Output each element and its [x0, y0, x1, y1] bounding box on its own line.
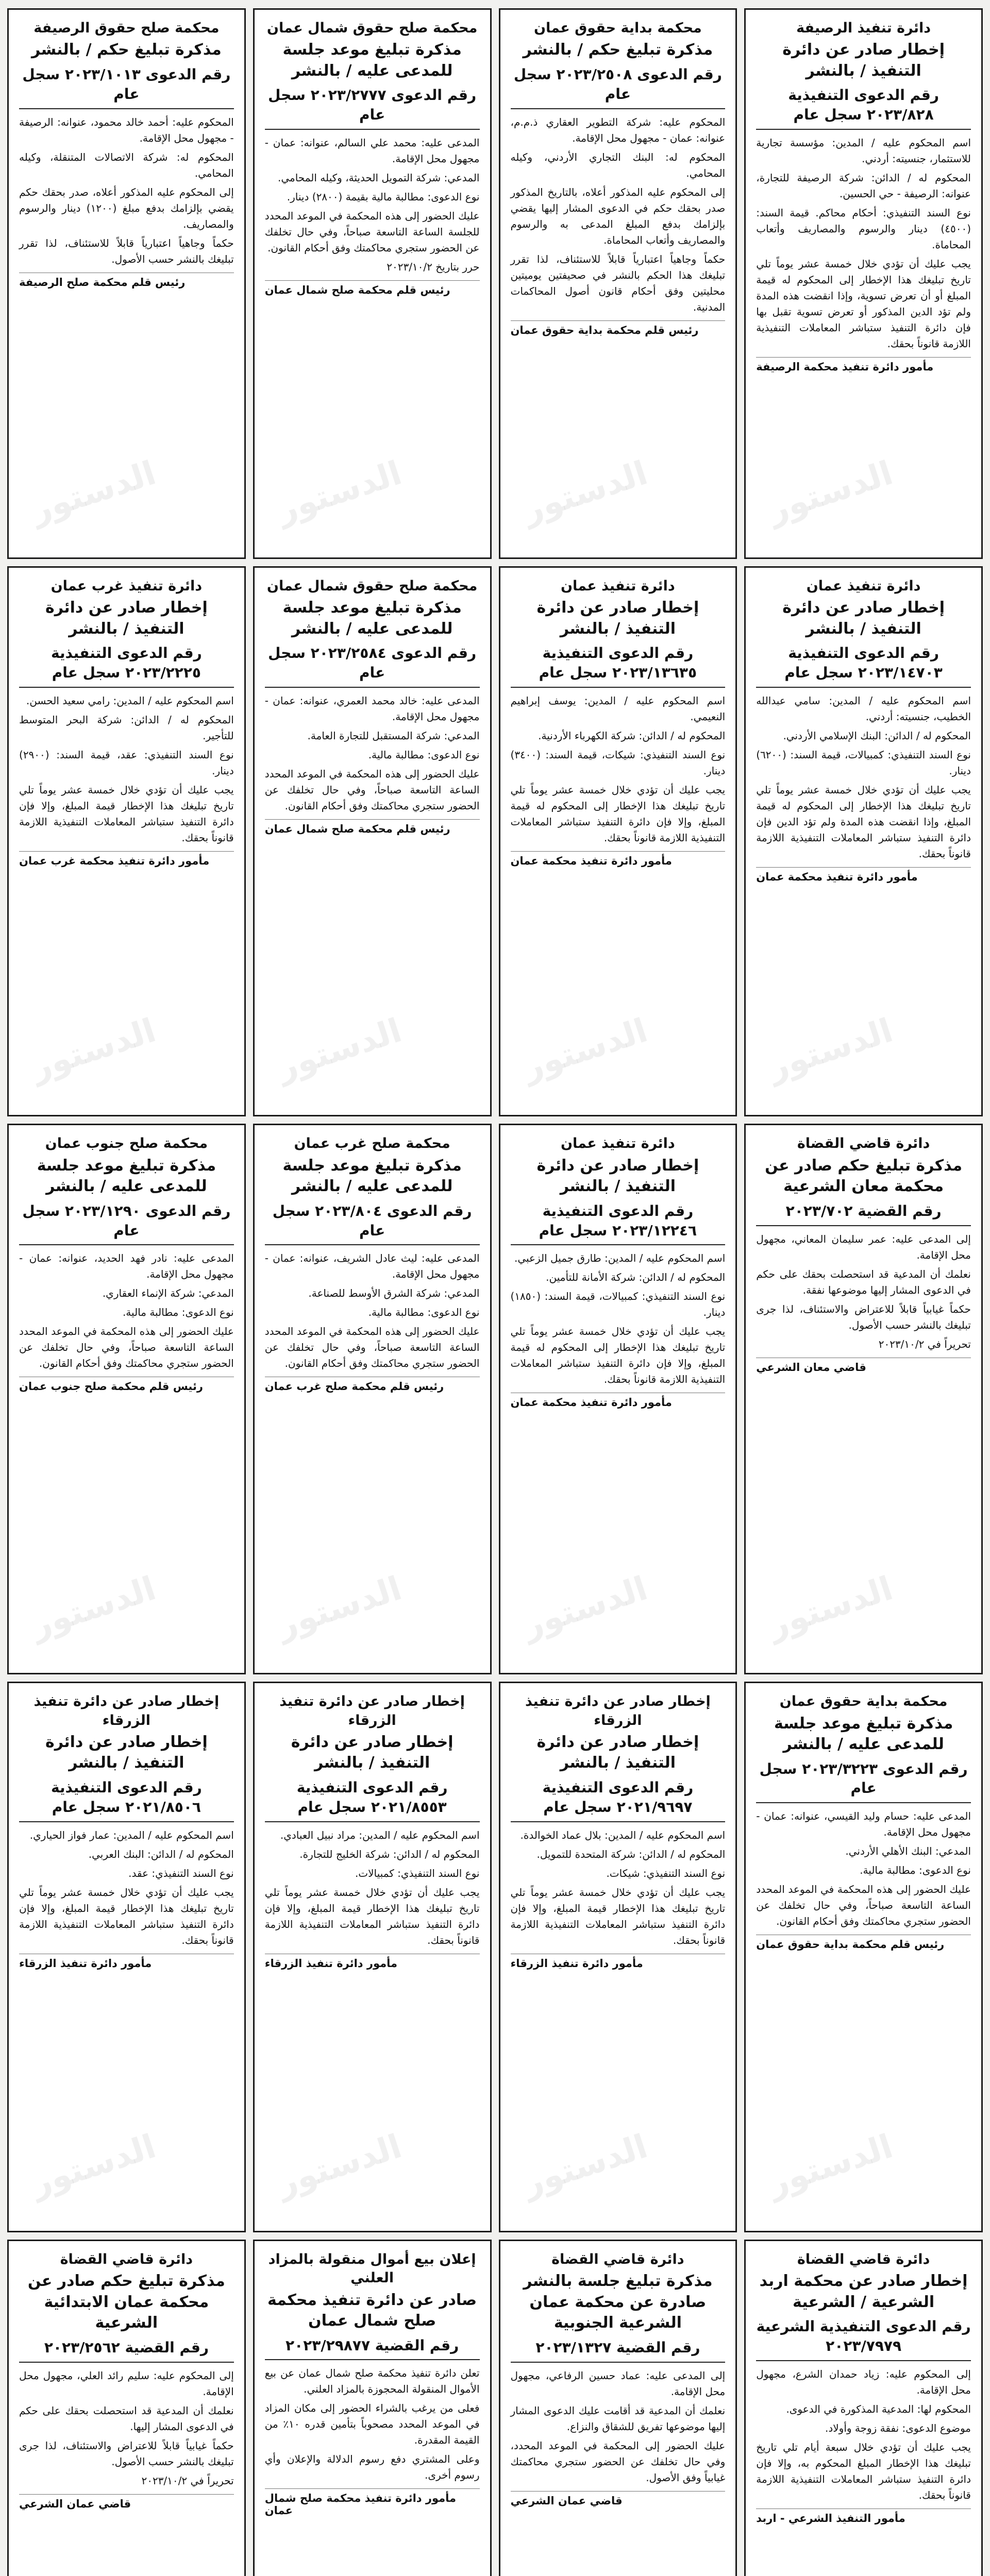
notice-paragraph: نعلمك أن المدعية قد أقامت عليك الدعوى المشار إليها موضوعها تفريق للشقاق والنزاع.: [510, 2404, 726, 2433]
legal-notice: [7, 1124, 246, 1674]
watermark: الدستور: [763, 454, 898, 530]
notice-court-name: دائرة قاضي القضاة: [60, 2251, 193, 2267]
notice-paragraph: عليك الحضور إلى المحكمة في الموعد المحدد، وفي حال تخلفك عن الحضور ستجري محاكمتك غيابياً وفق الأصول.: [510, 2439, 726, 2484]
notice-paragraph: حكماً غيابياً قابلاً للاعتراض والاستئناف، لذا جرى تبليغك بالنشر حسب الأصول.: [19, 2439, 234, 2468]
legal-notice: [253, 1682, 492, 2232]
notice-body: [19, 114, 234, 267]
watermark: الدستور: [272, 1569, 407, 1646]
watermark: الدستور: [763, 1011, 898, 1088]
notice-court-name: إخطار صادر عن دائرة تنفيذ الزرقاء: [525, 1693, 711, 1728]
notice-court-name: إخطار صادر عن دائرة تنفيذ الزرقاء: [33, 1693, 220, 1728]
legal-notice: [744, 1124, 983, 1674]
notice-signature: رئيس قلم محكمة صلح الرصيفة: [19, 273, 234, 289]
notice-body: [19, 1827, 234, 1948]
notice-paragraph: نوع الدعوى: مطالبة مالية.: [368, 1306, 480, 1319]
notice-signature: مأمور التنفيذ الشرعي - اربد: [756, 2509, 971, 2524]
watermark: الدستور: [272, 2127, 407, 2204]
notice-paragraph: اسم المحكوم عليه / المدين: طارق جميل الزعبي.: [514, 1252, 726, 1265]
notice-paragraph: يجب عليك أن تؤدي خلال خمسة عشر يوماً تلي تاريخ تبليغك هذا الإخطار إلى المحكوم له قيمة المبلغ، وإلا فإن دائرة التنفيذ ستباشر المعاملات التنفيذية اللازمة قانوناً بحقك.: [510, 783, 726, 844]
notice-paragraph: يجب عليك أن تؤدي خلال خمسة عشر يوماً تلي تاريخ تبليغك هذا الإخطار قيمة المبلغ، وإلا فإن دائرة التنفيذ ستباشر المعاملات التنفيذية اللازمة قانوناً بحقك.: [19, 783, 234, 844]
watermark: الدستور: [763, 1569, 898, 1646]
notice-body: [265, 1827, 480, 1948]
notice-paragraph: المدعى عليه: ليث عادل الشريف، عنوانه: عمان - مجهول محل الإقامة.: [264, 1252, 480, 1281]
watermark: الدستور: [26, 2127, 161, 2204]
notice-paragraph: يجب عليك أن تؤدي خلال سبعة أيام تلي تاريخ تبليغك هذا الإخطار المبلغ المحكوم به، وإلا فإن دائرة التنفيذ ستباشر المعاملات التنفيذية اللازمة قانوناً بحقك.: [756, 2441, 971, 2501]
notice-paragraph: حرر بتاريخ ٢٠٢٣/١٠/٢: [387, 261, 480, 274]
notice-paragraph: يجب عليك أن تؤدي خلال خمسة عشر يوماً تلي تاريخ تبليغك هذا الإخطار قيمة المبلغ، وإلا فإن دائرة التنفيذ ستباشر المعاملات التنفيذية اللازمة قانوناً بحقك.: [510, 1886, 726, 1946]
notice-court-name: إعلان بيع أموال منقولة بالمزاد العلني: [268, 2251, 476, 2286]
notice-court-name: دائرة تنفيذ عمان: [806, 578, 921, 594]
notice-paragraph: اسم المحكوم عليه / المدين: رامي سعيد الحسن.: [26, 694, 234, 707]
notice-title: مذكرة تبليغ موعد جلسة للمدعى عليه / بالنشر: [774, 1714, 953, 1754]
notice-signature: مأمور دائرة تنفيذ الزرقاء: [265, 1954, 480, 1970]
legal-notice: [253, 2240, 492, 2576]
notice-paragraph: نوع السند التنفيذي: أحكام محاكم. قيمة السند: (٤٥٠٠) دينار والرسوم والمصاريف وأتعاب المحاماة.: [756, 207, 971, 251]
notice-body: [756, 693, 971, 862]
watermark: الدستور: [26, 1011, 161, 1088]
notice-paragraph: نوع السند التنفيذي: شيكات، قيمة السند: (٣٤٠٠) دينار.: [510, 748, 726, 777]
legal-notice: [7, 1682, 246, 2232]
notice-court-name: محكمة صلح جنوب عمان: [45, 1136, 208, 1152]
notice-paragraph: نوع السند التنفيذي: شيكات.: [606, 1867, 726, 1879]
watermark: الدستور: [26, 1569, 161, 1646]
legal-notice: [253, 1124, 492, 1674]
legal-notice: [499, 8, 737, 559]
case-number: رقم الدعوى التنفيذية ٢٠٢١/٩٦٩٧ سجل عام: [511, 1778, 726, 1822]
notice-signature: قاضي عمان الشرعي: [19, 2494, 234, 2510]
notice-paragraph: حكماً وجاهياً اعتبارياً قابلاً للاستئناف، لذا تقرر تبليغك هذا الحكم بالنشر في صحيفتين يوميتين محليتين وفق أحكام قانون أصول المحاكمات المدنية.: [510, 252, 726, 313]
notice-title: إخطار صادر عن دائرة التنفيذ / بالنشر: [45, 1733, 208, 1772]
notice-paragraph: اسم المحكوم عليه / المدين: مؤسسة تجارية للاستثمار، جنسيته: أردني.: [756, 137, 971, 165]
notice-paragraph: المدعي: شركة المستقبل للتجارة العامة.: [307, 729, 480, 742]
watermark: الدستور: [26, 454, 161, 530]
notice-paragraph: المدعي: البنك الأهلي الأردني.: [845, 1845, 971, 1858]
notice-paragraph: نوع السند التنفيذي: كمبيالات، قيمة السند: (١٨٥٠) دينار.: [510, 1290, 726, 1319]
notice-title: إخطار صادر عن دائرة التنفيذ / بالنشر: [45, 599, 208, 638]
notice-paragraph: إلى المحكوم عليه المذكور أعلاه، بالتاريخ المذكور صدر بحقك حكم في الدعوى المشار إليها يقضي بإلزامك بدفع المبلغ المدعى به والرسوم والمصاريف وأتعاب المحاماة.: [510, 185, 726, 246]
notice-paragraph: إلى المحكوم عليه المذكور أعلاه، صدر بحقك حكم يقضي بإلزامك بدفع مبلغ (١٢٠٠) دينار والرسوم والمصاريف.: [19, 185, 234, 230]
notice-body: [19, 1250, 234, 1371]
notice-paragraph: وعلى المشتري دفع رسوم الدلالة والإعلان وأي رسوم أخرى.: [264, 2453, 480, 2482]
notice-paragraph: المحكوم له / الدائن: شركة الأمانة للتأمين.: [546, 1271, 726, 1284]
notice-paragraph: إلى المحكوم عليه: سليم رائد العلي، مجهول محل الإقامة.: [19, 2369, 234, 2398]
notice-paragraph: تعلن دائرة تنفيذ محكمة صلح شمال عمان عن بيع الأموال المنقولة المحجوزة بالمزاد العلني.: [264, 2367, 480, 2396]
notice-signature: قاضي معان الشرعي: [756, 1358, 971, 1374]
notice-signature: مأمور دائرة تنفيذ محكمة غرب عمان: [19, 851, 234, 867]
notice-paragraph: اسم المحكوم عليه / المدين: بلال عماد الخوالدة.: [520, 1828, 726, 1841]
notice-paragraph: المدعى عليه: حسام وليد القيسي، عنوانه: عمان - مجهول محل الإقامة.: [756, 1810, 971, 1839]
notice-paragraph: المدعي: شركة التمويل الحديثة، وكيله المحامي.: [277, 172, 480, 184]
notice-title: مذكرة تبليغ موعد جلسة للمدعى عليه / بالنشر: [282, 1156, 462, 1196]
notice-paragraph: نوع السند التنفيذي: كمبيالات، قيمة السند: (٦٢٠٠) دينار.: [756, 748, 971, 777]
notice-body: [19, 2368, 234, 2489]
notice-court-name: دائرة تنفيذ الرصيفة: [796, 20, 931, 36]
notice-paragraph: نوع السند التنفيذي: كمبيالات.: [355, 1867, 480, 1879]
notice-paragraph: حكماً وجاهياً اعتبارياً قابلاً للاستئناف، لذا تقرر تبليغك بالنشر حسب الأصول.: [19, 236, 234, 265]
notice-title: مذكرة تبليغ حكم / بالنشر: [31, 41, 222, 59]
notice-paragraph: اسم المحكوم عليه / المدين: سامي عبدالله الخطيب، جنسيته: أردني.: [756, 694, 971, 723]
notice-paragraph: نوع السند التنفيذي: عقد.: [128, 1867, 234, 1879]
legal-notice: [744, 8, 983, 559]
notice-paragraph: المحكوم له: شركة الاتصالات المتنقلة، وكيله المحامي.: [19, 150, 234, 179]
notice-court-name: محكمة صلح حقوق الرصيفة: [33, 20, 220, 36]
notice-signature: رئيس قلم محكمة صلح غرب عمان: [265, 1377, 480, 1393]
case-number: رقم الدعوى ٢٠٢٣/٣٢٢٣ سجل عام: [756, 1759, 971, 1804]
notice-body: [756, 1808, 971, 1929]
notice-paragraph: نعلمك أن المدعية قد استحصلت بحقك على حكم في الدعوى المشار إليها موضوعها نفقة.: [756, 1267, 971, 1296]
legal-notice: [7, 8, 246, 559]
notice-paragraph: يجب عليك أن تؤدي خلال خمسة عشر يوماً تلي تاريخ تبليغك هذا الإخطار قيمة المبلغ، وإلا فإن دائرة التنفيذ ستباشر المعاملات التنفيذية اللازمة قانوناً بحقك.: [264, 1886, 480, 1946]
case-number: رقم القضية ٢٠٢٣/٢٩٨٧٧: [265, 2336, 480, 2361]
notice-paragraph: المحكوم له / الدائن: شركة الرصيفة للتجارة، عنوانه: الرصيفة - حي الحسين.: [756, 172, 971, 200]
notice-paragraph: المحكوم له / الدائن: شركة المتحدة للتمويل.: [536, 1848, 726, 1860]
case-number: رقم الدعوى ٢٠٢٣/١٠١٣ سجل عام: [19, 65, 234, 109]
notice-paragraph: نعلمك أن المدعية قد استحصلت بحقك على حكم في الدعوى المشار إليها.: [19, 2404, 234, 2433]
notice-paragraph: عليك الحضور إلى هذه المحكمة في الموعد المحدد الساعة التاسعة صباحاً، وفي حال تخلفك عن الحضور ستجري محاكمتك وفق أحكام القانون.: [756, 1883, 971, 1928]
notice-paragraph: نوع الدعوى: مطالبة مالية بقيمة (٢٨٠٠) دينار.: [287, 191, 480, 204]
notice-paragraph: موضوع الدعوى: نفقة زوجة وأولاد.: [825, 2421, 971, 2434]
notice-body: [265, 693, 480, 814]
case-number: رقم الدعوى التنفيذية ٢٠٢٣/١٤٧٠٣ سجل عام: [756, 643, 971, 688]
watermark: الدستور: [763, 2127, 898, 2204]
notice-title: إخطار صادر عن محكمة اربد الشرعية / الشرعية: [759, 2272, 968, 2311]
watermark: الدستور: [518, 1011, 652, 1088]
notice-body: [265, 2365, 480, 2483]
notice-title: مذكرة تبليغ حكم / بالنشر: [523, 41, 713, 59]
notice-signature: رئيس قلم محكمة صلح شمال عمان: [265, 819, 480, 835]
legal-notice: [499, 566, 737, 1117]
legal-notice: [499, 2240, 737, 2576]
notice-paragraph: عليك الحضور إلى هذه المحكمة في الموعد المحدد للجلسة الساعة التاسعة صباحاً، وفي حال تخلفك عن الحضور ستجري محاكمتك وفق أحكام القانون.: [264, 210, 480, 255]
notice-paragraph: المدعى عليه: خالد محمد العمري، عنوانه: عمان - مجهول محل الإقامة.: [264, 694, 480, 723]
notice-paragraph: المدعى عليه: نادر فهد الحديد، عنوانه: عمان - مجهول محل الإقامة.: [19, 1252, 234, 1281]
notice-body: [511, 2368, 726, 2486]
notice-paragraph: عليك الحضور إلى هذه المحكمة في الموعد المحدد الساعة التاسعة صباحاً، وفي حال تخلفك عن الحضور ستجري محاكمتك وفق أحكام القانون.: [264, 767, 480, 812]
notice-title: إخطار صادر عن دائرة التنفيذ / بالنشر: [782, 41, 945, 80]
case-number: رقم الدعوى التنفيذية ٢٠٢٣/١٢٢٤٦ سجل عام: [511, 1201, 726, 1246]
notice-paragraph: المحكوم عليه: شركة التطوير العقاري ذ.م.م، عنوانه: عمان - مجهول محل الإقامة.: [510, 115, 726, 144]
notice-signature: رئيس قلم محكمة صلح جنوب عمان: [19, 1377, 234, 1393]
notice-paragraph: عليك الحضور إلى هذه المحكمة في الموعد المحدد الساعة التاسعة صباحاً، وفي حال تخلفك عن الحضور ستجري محاكمتك وفق أحكام القانون.: [19, 1325, 234, 1370]
legal-notice: [7, 566, 246, 1117]
watermark: الدستور: [518, 454, 652, 530]
case-number: رقم القضية ٢٠٢٣/٧٠٢: [756, 1201, 971, 1226]
notice-signature: مأمور دائرة تنفيذ الزرقاء: [511, 1954, 726, 1970]
notice-court-name: محكمة صلح حقوق شمال عمان: [266, 20, 478, 36]
notice-signature: مأمور دائرة تنفيذ محكمة عمان: [511, 1393, 726, 1409]
legal-notice: [744, 2240, 983, 2576]
notices-grid: [7, 8, 983, 2576]
notice-signature: رئيس قلم محكمة صلح شمال عمان: [265, 280, 480, 296]
notice-paragraph: تحريراً في ٢٠٢٣/١٠/٢: [878, 1337, 971, 1350]
case-number: رقم الدعوى ٢٠٢٣/٢٥٠٨ سجل عام: [511, 65, 726, 109]
legal-notice: [499, 1124, 737, 1674]
notice-body: [265, 135, 480, 275]
notice-paragraph: المدعي: شركة الشرق الأوسط للصناعة.: [308, 1287, 480, 1300]
notice-paragraph: المحكوم له / الدائن: البنك الإسلامي الأردني.: [783, 729, 971, 742]
notice-paragraph: المحكوم له / الدائن: شركة البحر المتوسط للتأجير.: [19, 713, 234, 742]
notice-paragraph: نوع الدعوى: مطالبة مالية.: [860, 1864, 971, 1877]
notice-court-name: دائرة تنفيذ عمان: [561, 578, 675, 594]
case-number: رقم الدعوى ٢٠٢٣/٢٧٧٧ سجل عام: [265, 86, 480, 130]
notice-title: إخطار صادر عن دائرة التنفيذ / بالنشر: [536, 1156, 699, 1196]
notice-paragraph: تحريراً في ٢٠٢٣/١٠/٢: [141, 2474, 234, 2487]
notice-paragraph: المدعى عليه: محمد علي السالم، عنوانه: عمان - مجهول محل الإقامة.: [264, 137, 480, 165]
notice-signature: رئيس قلم محكمة بداية حقوق عمان: [756, 1935, 971, 1951]
notice-body: [511, 1827, 726, 1948]
notice-court-name: محكمة صلح غرب عمان: [294, 1136, 450, 1152]
case-number: رقم القضية ٢٠٢٣/٢٥٦٢: [19, 2338, 234, 2363]
notice-title: مذكرة تبليغ موعد جلسة للمدعى عليه / بالنشر: [282, 599, 462, 638]
notice-paragraph: المحكوم له / الدائن: البنك العربي.: [88, 1848, 234, 1860]
notice-body: [265, 1250, 480, 1371]
notice-title: إخطار صادر عن دائرة التنفيذ / بالنشر: [536, 1733, 699, 1772]
notice-title: إخطار صادر عن دائرة التنفيذ / بالنشر: [536, 599, 699, 638]
notice-signature: مأمور دائرة تنفيذ الزرقاء: [19, 1954, 234, 1970]
notice-paragraph: اسم المحكوم عليه / المدين: عمار فواز الحياري.: [29, 1828, 234, 1841]
notice-body: [511, 693, 726, 846]
notice-paragraph: نوع السند التنفيذي: عقد، قيمة السند: (٢٩٠٠) دينار.: [19, 748, 234, 777]
notice-signature: مأمور دائرة تنفيذ محكمة الرصيفة: [756, 357, 971, 373]
case-number: رقم الدعوى التنفيذية الشرعية ٢٠٢٣/٧٩٧٩: [756, 2317, 971, 2361]
notice-title: مذكرة تبليغ حكم صادر عن محكمة معان الشرعية: [765, 1156, 963, 1196]
notice-paragraph: يجب عليك أن تؤدي خلال خمسة عشر يوماً تلي تاريخ تبليغك هذا الإخطار قيمة المبلغ، وإلا فإن دائرة التنفيذ ستباشر المعاملات التنفيذية اللازمة قانوناً بحقك.: [19, 1886, 234, 1946]
notice-paragraph: إلى المحكوم عليه: زياد حمدان الشرع، مجهول محل الإقامة.: [756, 2367, 971, 2396]
notice-court-name: إخطار صادر عن دائرة تنفيذ الزرقاء: [279, 1693, 465, 1728]
watermark: الدستور: [272, 454, 407, 530]
notice-title: مذكرة تبليغ حكم صادر عن محكمة عمان الابتدائية الشرعية: [27, 2272, 225, 2332]
case-number: رقم الدعوى ٢٠٢٣/٢٥٨٤ سجل عام: [265, 643, 480, 688]
notice-paragraph: المحكوم له: البنك التجاري الأردني، وكيله المحامي.: [510, 150, 726, 179]
legal-notice: [744, 566, 983, 1117]
case-number: رقم الدعوى التنفيذية ٢٠٢٣/٨٢٨ سجل عام: [756, 86, 971, 130]
case-number: رقم الدعوى التنفيذية ٢٠٢١/٨٥٠٦ سجل عام: [19, 1778, 234, 1822]
notice-signature: مأمور دائرة تنفيذ محكمة عمان: [756, 867, 971, 883]
notice-paragraph: إلى المدعى عليه: عماد حسين الرفاعي، مجهول محل الإقامة.: [510, 2369, 726, 2398]
notice-body: [756, 1231, 971, 1352]
notice-court-name: دائرة قاضي القضاة: [797, 2251, 930, 2267]
notice-paragraph: المحكوم عليه: أحمد خالد محمود، عنوانه: الرصيفة - مجهول محل الإقامة.: [19, 115, 234, 144]
notice-paragraph: اسم المحكوم عليه / المدين: مراد نبيل العبادي.: [280, 1828, 480, 1841]
notice-title: مذكرة تبليغ موعد جلسة للمدعى عليه / بالنشر: [37, 1156, 216, 1196]
legal-notice: [7, 2240, 246, 2576]
notice-paragraph: نوع الدعوى: مطالبة مالية.: [122, 1306, 234, 1319]
notice-court-name: دائرة تنفيذ عمان: [561, 1136, 675, 1152]
case-number: رقم الدعوى ٢٠٢٣/٨٠٤ سجل عام: [265, 1201, 480, 1246]
notice-body: [511, 114, 726, 315]
notice-court-name: محكمة بداية حقوق عمان: [534, 20, 702, 36]
case-number: رقم الدعوى التنفيذية ٢٠٢٣/٢٢٢٥ سجل عام: [19, 643, 234, 688]
notice-body: [756, 135, 971, 352]
notice-paragraph: المدعي: شركة الإنماء العقاري.: [102, 1287, 234, 1300]
notice-paragraph: إلى المدعى عليه: عمر سليمان المعاني، مجهول محل الإقامة.: [756, 1232, 971, 1261]
legal-notice: [253, 566, 492, 1117]
case-number: رقم القضية ٢٠٢٣/١٣٢٧: [511, 2338, 726, 2363]
notice-title: صادر عن دائرة تنفيذ محكمة صلح شمال عمان: [267, 2291, 477, 2330]
case-number: رقم الدعوى التنفيذية ٢٠٢٣/١٣٦٣٥ سجل عام: [511, 643, 726, 688]
notice-court-name: محكمة بداية حقوق عمان: [779, 1693, 948, 1710]
watermark: الدستور: [518, 2127, 652, 2204]
notice-body: [511, 1250, 726, 1387]
notice-paragraph: حكماً غيابياً قابلاً للاعتراض والاستئناف، لذا جرى تبليغك بالنشر حسب الأصول.: [756, 1302, 971, 1331]
notice-title: إخطار صادر عن دائرة التنفيذ / بالنشر: [291, 1733, 454, 1772]
notice-body: [756, 2366, 971, 2503]
notice-paragraph: يجب عليك أن تؤدي خلال خمسة عشر يوماً تلي تاريخ تبليغك هذا الإخطار إلى المحكوم له قيمة المبلغ، وإذا انقضت هذه المدة ولم تؤد الدين فإن دائرة التنفيذ ستباشر المعاملات التنفيذية اللازمة قانوناً بحقك.: [756, 783, 971, 860]
notice-paragraph: يجب عليك أن تؤدي خلال خمسة عشر يوماً تلي تاريخ تبليغك هذا الإخطار إلى المحكوم له قيمة المبلغ أو أن تعرض تسوية، وإذا انقضت هذه المدة ولم تؤد الدين المذكور أو تعرض تسوية تقبل بها فإن دائرة التنفيذ ستباشر المعاملات التنفيذية اللازمة قانوناً بحقك.: [756, 258, 971, 350]
notice-court-name: دائرة قاضي القضاة: [551, 2251, 684, 2267]
notice-paragraph: عليك الحضور إلى هذه المحكمة في الموعد المحدد الساعة التاسعة صباحاً، وفي حال تخلفك عن الحضور ستجري محاكمتك وفق أحكام القانون.: [264, 1325, 480, 1370]
notice-signature: مأمور دائرة تنفيذ محكمة صلح شمال عمان: [265, 2488, 480, 2517]
notice-title: مذكرة تبليغ جلسة بالنشر صادرة عن محكمة عمان الشرعية الجنوبية: [523, 2272, 713, 2332]
legal-notice: [253, 8, 492, 559]
notice-court-name: دائرة تنفيذ غرب عمان: [51, 578, 203, 594]
notice-paragraph: فعلى من يرغب بالشراء الحضور إلى مكان المزاد في الموعد المحدد مصحوباً بتأمين قدره ١٠٪ من القيمة المقدرة.: [264, 2402, 480, 2447]
notice-body: [19, 693, 234, 846]
notice-title: مذكرة تبليغ موعد جلسة للمدعى عليه / بالنشر: [282, 41, 462, 80]
case-number: رقم الدعوى ٢٠٢٣/١٢٩٠ سجل عام: [19, 1201, 234, 1246]
case-number: رقم الدعوى التنفيذية ٢٠٢١/٨٥٥٣ سجل عام: [265, 1778, 480, 1822]
notice-court-name: محكمة صلح حقوق شمال عمان: [266, 578, 478, 594]
notice-paragraph: المحكوم لها: المدعية المذكورة في الدعوى.: [786, 2402, 971, 2415]
notice-paragraph: المحكوم له / الدائن: شركة الخليج للتجارة.: [299, 1848, 480, 1860]
notice-paragraph: اسم المحكوم عليه / المدين: يوسف إبراهيم النعيمي.: [510, 694, 726, 723]
notice-court-name: دائرة قاضي القضاة: [797, 1136, 930, 1152]
notice-paragraph: المحكوم له / الدائن: شركة الكهرباء الأردنية.: [538, 729, 726, 742]
notice-signature: رئيس قلم محكمة بداية حقوق عمان: [511, 320, 726, 336]
notice-signature: مأمور دائرة تنفيذ محكمة عمان: [511, 851, 726, 867]
notice-paragraph: يجب عليك أن تؤدي خلال خمسة عشر يوماً تلي تاريخ تبليغك هذا الإخطار إلى المحكوم له قيمة المبلغ، وإلا فإن دائرة التنفيذ ستباشر المعاملات التنفيذية اللازمة قانوناً بحقك.: [510, 1325, 726, 1386]
notice-paragraph: نوع الدعوى: مطالبة مالية.: [368, 748, 480, 761]
notice-title: إخطار صادر عن دائرة التنفيذ / بالنشر: [782, 599, 945, 638]
watermark: الدستور: [518, 1569, 652, 1646]
notice-signature: قاضي عمان الشرعي: [511, 2491, 726, 2507]
legal-notice: [744, 1682, 983, 2232]
watermark: الدستور: [272, 1011, 407, 1088]
legal-notice: [499, 1682, 737, 2232]
